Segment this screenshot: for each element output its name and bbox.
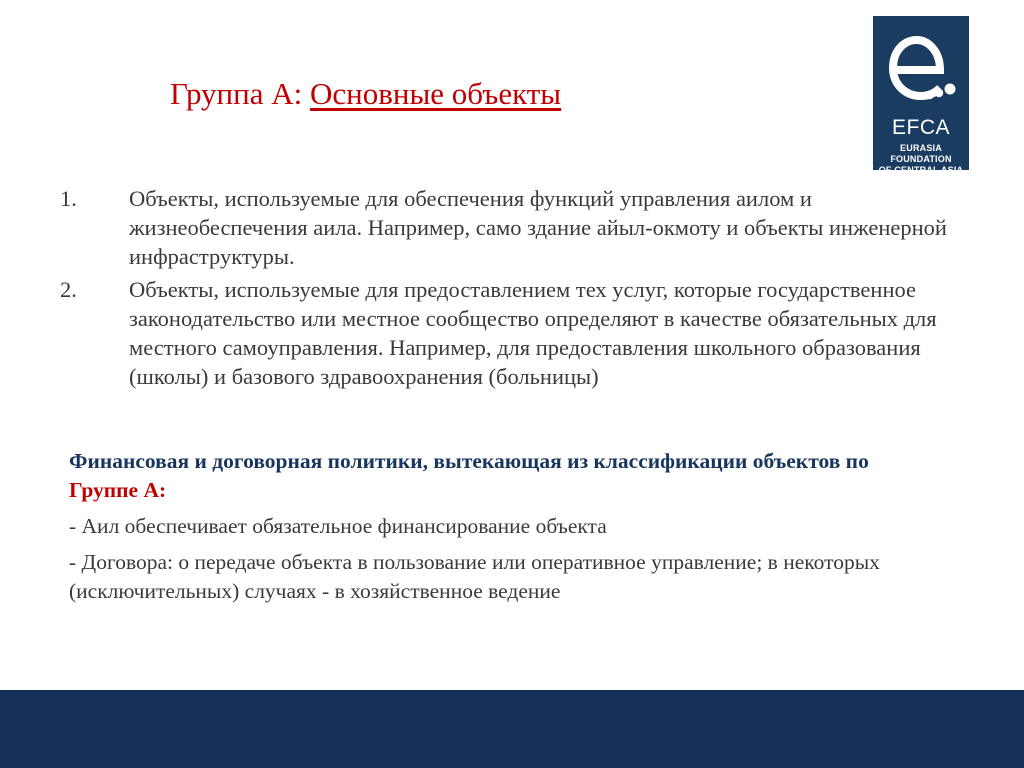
efca-logo <box>873 16 969 175</box>
finance-line-1: - Аил обеспечивает обязательное финансирование объекта <box>69 514 607 538</box>
slide-title <box>170 76 561 112</box>
list-item-text: Объекты, используемые для предоставлением тех услуг, которые государственное законодательство или местное сообщество определяют в качестве обязательных для местного самоуправления. Например, для предоставления школьного образования (школы) и базового здравоохранения (больницы) <box>129 277 937 389</box>
logo-line-1: EURASIA FOUNDATION <box>890 143 952 164</box>
list-item <box>60 275 960 391</box>
logo-line-2: OF CENTRAL ASIA <box>878 165 964 175</box>
footer-bar <box>0 690 1024 768</box>
finance-heading-text: Финансовая и договорная политики, вытекающая из классификации объектов по <box>69 449 869 473</box>
list-item-text: Объекты, используемые для обеспечения функций управления аилом и жизнеобеспечения аила. Например, само здание айыл-окмоту и объекты инженерной инфраструктуры. <box>129 186 947 269</box>
numbered-list <box>60 184 960 395</box>
logo-abbreviation: EFCA <box>891 116 950 139</box>
list-item-number: 2. <box>60 277 77 302</box>
finance-heading <box>69 447 939 505</box>
efca-e-mark-icon <box>873 16 969 116</box>
title-underlined: Основные объекты <box>310 76 562 111</box>
title-prefix: Группа А: <box>170 76 310 111</box>
list-item-number: 1. <box>60 186 77 211</box>
logo-full-name <box>873 143 969 176</box>
list-item <box>60 184 960 271</box>
finance-heading-red: Группе А: <box>69 478 167 502</box>
finance-section <box>69 447 939 606</box>
finance-line-2: - Договора: о передаче объекта в пользование или оперативное управление; в некоторых (исключительных) случаях - в хозяйственное ведение <box>69 550 880 603</box>
